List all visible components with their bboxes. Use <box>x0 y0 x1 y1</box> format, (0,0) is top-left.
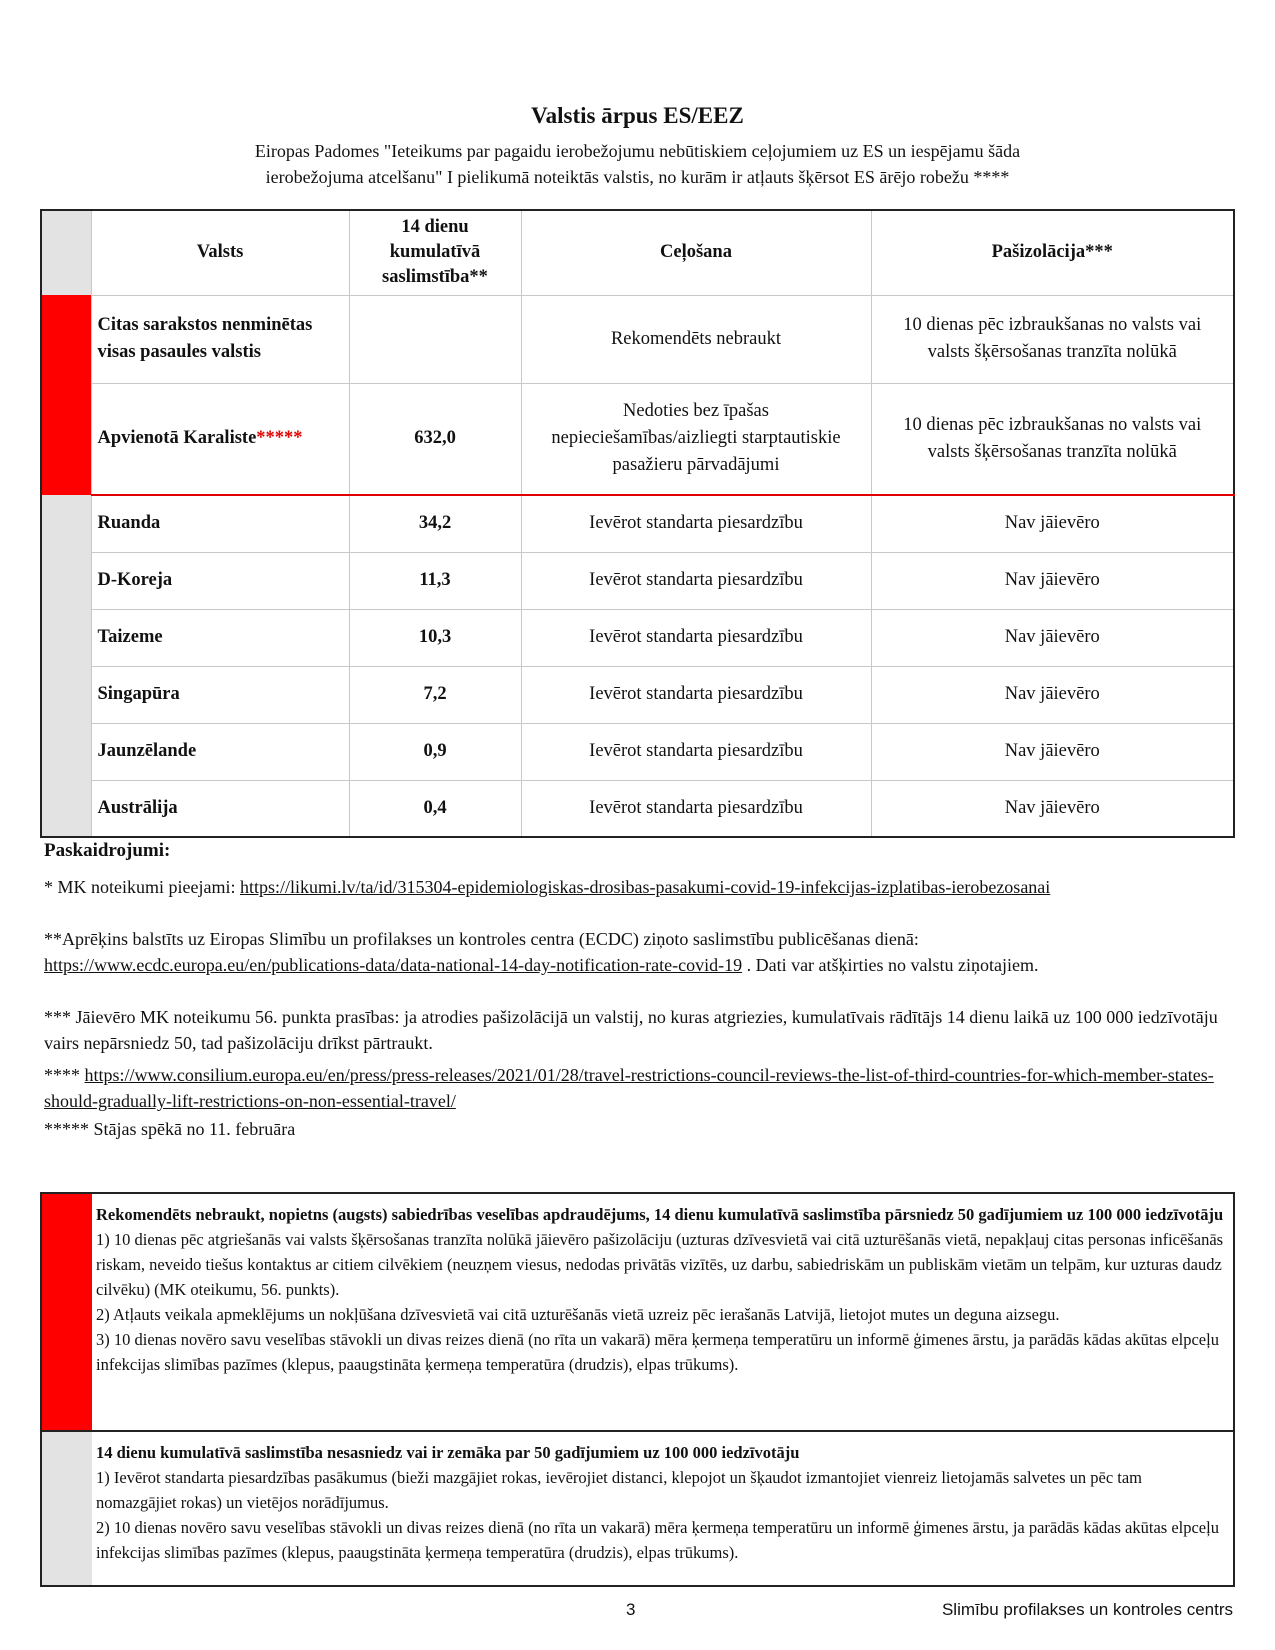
legend-grey-text <box>92 1432 1233 1585</box>
note-4 <box>44 1062 1234 1114</box>
legend-red-box <box>42 1194 1233 1432</box>
risk-legend <box>40 1192 1235 1587</box>
isolation-line-1: 10 dienas pēc izbraukšanas no valsts vai <box>903 414 1202 435</box>
risk-strip-red <box>41 295 91 383</box>
header-rate-line-1: 14 dienu <box>401 217 469 238</box>
country-cell: Jaunzēlande <box>91 723 349 780</box>
risk-strip-grey <box>41 552 91 609</box>
risk-strip-grey <box>41 609 91 666</box>
travel-cell: Ievērot standarta piesardzību <box>521 780 871 837</box>
isolation-cell: Nav jāievēro <box>871 780 1234 837</box>
risk-strip-grey <box>41 723 91 780</box>
note-1-text: * MK noteikumi pieejami: <box>44 877 240 897</box>
footer-organization: Slimību profilakses un kontroles centrs <box>941 1600 1233 1619</box>
header-strip <box>41 210 91 295</box>
note-2-link[interactable]: https://www.ecdc.europa.eu/en/publications-data/data-national-14-day-notification-rate-covid-19 <box>44 955 743 975</box>
country-line-2: visas pasaules valstis <box>97 342 261 362</box>
travel-cell: Ievērot standarta piesardzību <box>521 666 871 723</box>
page-subtitle <box>150 138 1125 190</box>
page-title: Valstis ārpus ES/EEZ <box>531 103 744 128</box>
header-travel: Ceļošana <box>521 210 871 295</box>
legend-red-item-3: 3) 10 dienas novēro savu veselības stāvokli un divas reizes dienā (no rīta un vakarā) mēra ķermeņa temperatūru un informē ģimenes ārstu, ja parādās kādas akūtas elpceļu infekcijas slimības pazīmes (klepus, paaugstināta ķermeņa temperatūra (drudzis), elpas trūkums). <box>96 1330 1219 1374</box>
table-row <box>41 666 1234 723</box>
isolation-line-1: 10 dienas pēc izbraukšanas no valsts vai <box>903 315 1202 335</box>
isolation-cell: Nav jāievēro <box>871 723 1234 780</box>
table-row <box>41 552 1234 609</box>
header-rate <box>349 210 521 295</box>
countries-table <box>40 209 1235 838</box>
risk-strip-red <box>41 383 91 495</box>
header-isolation: Pašizolācija*** <box>871 210 1234 295</box>
isolation-cell: Nav jāievēro <box>871 666 1234 723</box>
travel-cell: Rekomendēts nebraukt <box>521 295 871 383</box>
travel-line-3: pasažieru pārvadājumi <box>612 455 780 476</box>
legend-grey-heading: 14 dienu kumulatīvā saslimstība nesasniedz vai ir zemāka par 50 gadījumiem uz 100 000 iedzīvotāju <box>96 1443 800 1462</box>
legend-red-item-1: 1) 10 dienas pēc atgriešanās vai valsts šķērsošanas tranzīta nolūkā jāievēro pašizolāciju (uzturas dzīvesvietā vai citā uzturēšanās vietā, nepakļauj citas personas inficēšanās riskam, neveido tiešus kontaktus ar citiem cilvēkiem (neuzņem viesus, nedodas privātās vizītēs, uz darbu, sabiedriskām un publiskām vietām un telpām, kur uzturas daudz cilvēku) (MK oteikumu, 56. punkts). <box>96 1230 1224 1299</box>
table-row <box>41 609 1234 666</box>
country-cell: Taizeme <box>91 609 349 666</box>
legend-red-text <box>92 1194 1233 1430</box>
notes-heading: Paskaidrojumi: <box>44 840 171 861</box>
country-cell <box>91 295 349 383</box>
isolation-cell: Nav jāievēro <box>871 609 1234 666</box>
subtitle-line-1: Eiropas Padomes "Ieteikums par pagaidu ierobežojumu nebūtiskiem ceļojumiem uz ES un iespējamu šāda <box>254 141 1021 161</box>
travel-line-2: nepieciešamības/aizliegti starptautiskie <box>551 428 841 449</box>
note-5: ***** Stājas spēkā no 11. februāra <box>44 1119 296 1139</box>
note-4-text: **** <box>44 1065 85 1085</box>
table-row <box>41 383 1234 495</box>
page-number: 3 <box>626 1600 636 1619</box>
legend-grey-box <box>42 1432 1233 1585</box>
country-cell: Ruanda <box>91 495 349 552</box>
isolation-cell: Nav jāievēro <box>871 495 1234 552</box>
country-name: Apvienotā Karaliste <box>97 428 257 449</box>
header-rate-line-2: kumulatīvā <box>389 242 481 263</box>
note-2 <box>44 926 1234 978</box>
travel-cell: Ievērot standarta piesardzību <box>521 552 871 609</box>
isolation-line-2: valsts šķērsošanas tranzīta nolūkā <box>927 342 1177 362</box>
travel-line-1: Nedoties bez īpašas <box>623 401 769 422</box>
country-footnote-mark: ***** <box>256 428 303 449</box>
note-2-text: **Aprēķins balstīts uz Eiropas Slimību un profilakses un kontroles centra (ECDC) ziņoto saslimstību publicēšanas dienā: <box>44 929 919 949</box>
subtitle-line-2: ierobežojuma atcelšanu" I pielikumā noteiktās valstis, no kurām ir atļauts šķērsot ES ārējo robežu **** <box>265 167 1010 187</box>
table-header-row <box>41 210 1234 295</box>
country-cell: D-Koreja <box>91 552 349 609</box>
rate-cell: 10,3 <box>349 609 521 666</box>
isolation-cell <box>871 295 1234 383</box>
rate-cell: 34,2 <box>349 495 521 552</box>
country-line-1: Citas sarakstos nenminētas <box>97 315 313 335</box>
note-3: *** Jāievēro MK noteikumu 56. punkta prasības: ja atrodies pašizolācijā un valstij, no kuras atgriezies, kumulatīvais rādītājs 14 dienu laikā uz 100 000 iedzīvotāju vairs nepārsniedz 50, tad pašizolāciju drīkst pārtraukt. <box>44 1007 1218 1053</box>
legend-grey-item-1: 1) Ievērot standarta piesardzības pasākumus (bieži mazgājiet rokas, ievērojiet distanci, klepojot un šķaudot izmantojiet vienreiz lietojamās salvetes un pēc tam nomazgājiet rokas) un vietējos norādījumus. <box>96 1468 1143 1512</box>
legend-red-item-2: 2) Atļauts veikala apmeklējums un nokļūšana dzīvesvietā vai citā uzturēšanās vietā uzreiz pēc ierašanās Latvijā, lietojot mutes un deguna aizsegu. <box>96 1305 1060 1324</box>
rate-cell: 7,2 <box>349 666 521 723</box>
table-row <box>41 295 1234 383</box>
rate-cell: 632,0 <box>349 383 521 495</box>
travel-cell <box>521 383 871 495</box>
rate-cell <box>349 295 521 383</box>
country-cell: Singapūra <box>91 666 349 723</box>
header-country: Valsts <box>91 210 349 295</box>
note-1 <box>44 874 1234 900</box>
table-row <box>41 495 1234 552</box>
rate-cell: 11,3 <box>349 552 521 609</box>
country-cell <box>91 383 349 495</box>
legend-red-strip <box>42 1194 92 1430</box>
risk-strip-grey <box>41 666 91 723</box>
risk-strip-grey <box>41 780 91 837</box>
table-row <box>41 780 1234 837</box>
isolation-line-2: valsts šķērsošanas tranzīta nolūkā <box>927 441 1177 462</box>
travel-cell: Ievērot standarta piesardzību <box>521 609 871 666</box>
note-1-link[interactable]: https://likumi.lv/ta/id/315304-epidemiologiskas-drosibas-pasakumi-covid-19-infekcijas-izplatibas-ierobezosanai <box>239 877 1051 897</box>
rate-cell: 0,9 <box>349 723 521 780</box>
isolation-cell: Nav jāievēro <box>871 552 1234 609</box>
header-rate-line-3: saslimstība** <box>382 267 488 288</box>
note-4-link[interactable]: https://www.consilium.europa.eu/en/press/press-releases/2021/01/28/travel-restrictions-council-reviews-the-list-of-third-countries-for-which-member-states-should-gradually-lift-restrictions-on-non-essential-travel/ <box>44 1065 1214 1111</box>
country-cell: Austrālija <box>91 780 349 837</box>
rate-cell: 0,4 <box>349 780 521 837</box>
legend-grey-item-2: 2) 10 dienas novēro savu veselības stāvokli un divas reizes dienā (no rīta un vakarā) mēra ķermeņa temperatūru un informē ģimenes ārstu, ja parādās kādas akūtas elpceļu infekcijas slimības pazīmes (klepus, paaugstināta ķermeņa temperatūra (drudzis), elpas trūkums). <box>96 1518 1219 1562</box>
isolation-cell <box>871 383 1234 495</box>
legend-red-heading: Rekomendēts nebraukt, nopietns (augsts) sabiedrības veselības apdraudējums, 14 dienu kumulatīvā saslimstība pārsniedz 50 gadījumiem uz 100 000 iedzīvotāju <box>96 1205 1224 1224</box>
legend-grey-strip <box>42 1432 92 1585</box>
risk-strip-grey <box>41 495 91 552</box>
table-row <box>41 723 1234 780</box>
note-2-suffix: . Dati var atšķirties no valstu ziņotajiem. <box>742 955 1039 975</box>
travel-cell: Ievērot standarta piesardzību <box>521 723 871 780</box>
travel-cell: Ievērot standarta piesardzību <box>521 495 871 552</box>
